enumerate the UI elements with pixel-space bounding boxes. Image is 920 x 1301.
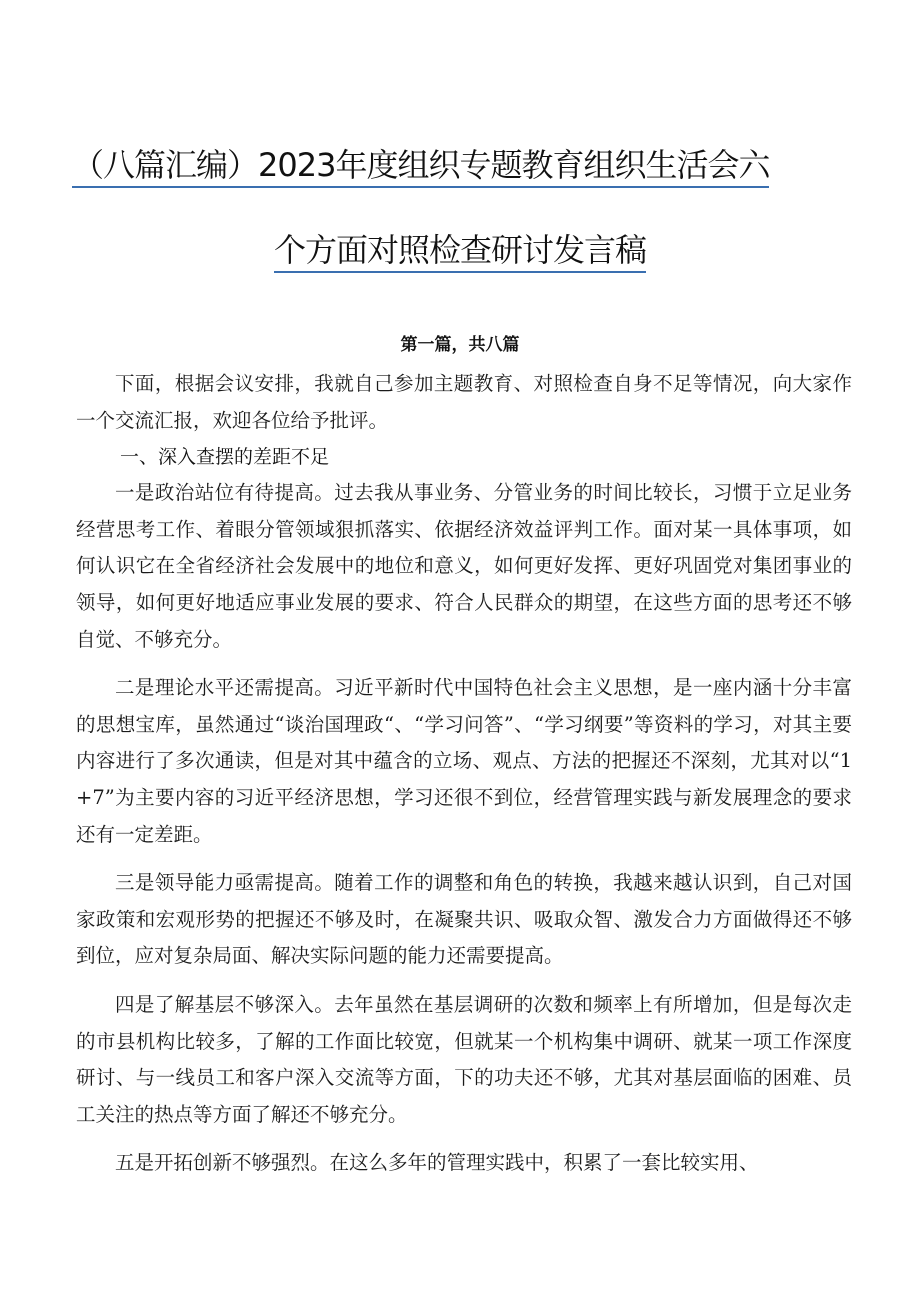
body-paragraph-1: 一是政治站位有待提高。过去我从事业务、分管业务的时间比较长，习惯于立足业务经营思考工作、着眼分管领域狠抓落实、依据经济效益评判工作。面对某一具体事项，如何认识它在全省经济社会发展中的地位和意义，如何更好发挥、更好巩固党对集团事业的领导，如何更好地适应事业发展的要求、符合人民群众的期望，在这些方面的思考还不够自觉、不够充分。 <box>76 481 852 651</box>
title-line-1-text: （八篇汇编）2023年度组织专题教育组织生活会六 <box>72 146 769 188</box>
title-line-2-text: 个方面对照检查研讨发言稿 <box>274 231 646 273</box>
document-title-line-2 <box>0 225 920 271</box>
section-heading: 一、深入查摆的差距不足 <box>120 446 330 469</box>
body-paragraph-5: 五是开拓创新不够强烈。在这么多年的管理实践中，积累了一套比较实用、 <box>115 1151 759 1175</box>
intro-paragraph: 下面，根据会议安排，我就自己参加主题教育、对照检查自身不足等情况，向大家作一个交流汇报，欢迎各位给予批评。 <box>76 372 852 432</box>
document-body <box>76 366 852 1182</box>
body-paragraph-2: 二是理论水平还需提高。习近平新时代中国特色社会主义思想，是一座内涵十分丰富的思想宝库，虽然通过“谈治国理政“、“学习问答”、“学习纲要”等资料的学习，对其主要内容进行了多次通读，但是对其中蕴含的立场、观点、方法的把握还不深刻，尤其对以“1+7”为主要内容的习近平经济思想，学习还很不到位，经营管理实践与新发展理念的要求还有一定差距。 <box>76 676 852 846</box>
body-paragraph-3: 三是领导能力亟需提高。随着工作的调整和角色的转换，我越来越认识到，自己对国家政策和宏观形势的把握还不够及时，在凝聚共识、吸取众智、激发合力方面做得还不够到位，应对复杂局面、解决实际问题的能力还需要提高。 <box>76 871 852 968</box>
body-paragraph-4: 四是了解基层不够深入。去年虽然在基层调研的次数和频率上有所增加，但是每次走的市县机构比较多，了解的工作面比较宽，但就某一个机构集中调研、就某一项工作深度研讨、与一线员工和客户深入交流等方面，下的功夫还不够，尤其对基层面临的困难、员工关注的热点等方面了解还不够充分。 <box>76 992 852 1126</box>
document-title-line-1 <box>72 140 862 186</box>
section-label: 第一篇，共八篇 <box>400 335 520 355</box>
